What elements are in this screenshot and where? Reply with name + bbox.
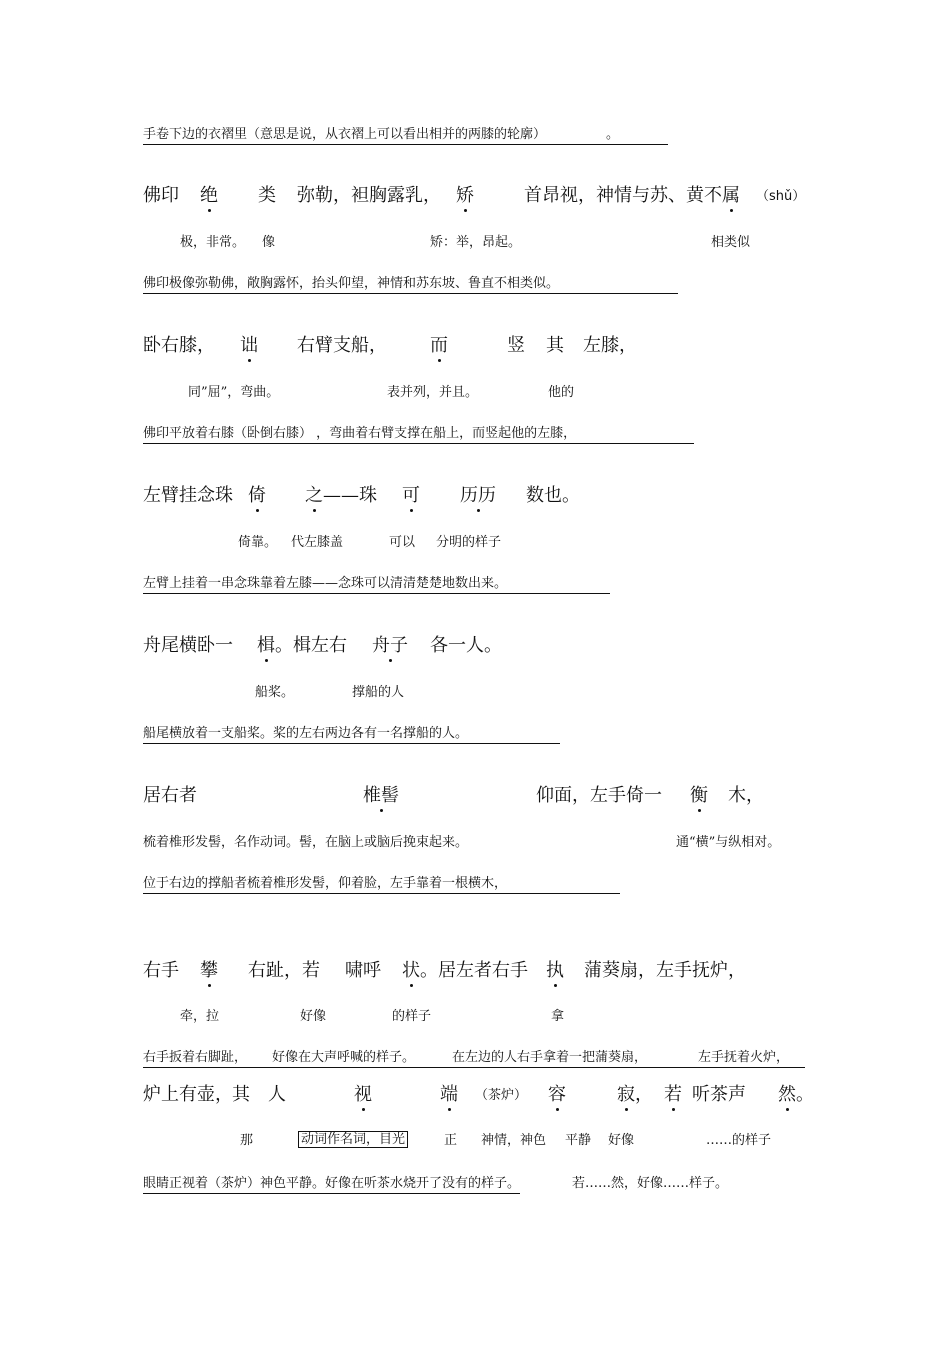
s6-note-2: 好像 bbox=[300, 1009, 327, 1024]
s5-note-1: 梳着椎形发髻，名作动词。髻，在脑上或脑后挽束起来。 bbox=[143, 835, 469, 850]
s7-translation-main: 眼睛正视着（茶炉）神色平静。好像在听茶水烧开了没有的样子。 bbox=[143, 1177, 520, 1194]
s7-keyword-duan: 端 bbox=[440, 1084, 458, 1105]
intro-end: 。 bbox=[606, 127, 620, 142]
s6-note-4: 拿 bbox=[551, 1009, 565, 1024]
s5-keyword-heng: 衡 bbox=[690, 785, 708, 806]
s7-text-a: 炉上有壶， bbox=[143, 1084, 233, 1105]
s3-keyword-yi: 倚 bbox=[248, 485, 266, 506]
s1-keyword-jue: 绝 bbox=[200, 185, 218, 206]
s3-note-3: 可以 bbox=[389, 535, 416, 550]
s7-text-k: 听茶声 bbox=[692, 1084, 746, 1105]
s2-keyword-er: 而 bbox=[430, 335, 448, 356]
s4-keyword-zhouzi: 舟子 bbox=[372, 635, 408, 656]
s2-note-2: 表并列，并且。 bbox=[387, 385, 479, 400]
s7-text-m: 。 bbox=[796, 1084, 814, 1105]
s1-text-a: 佛印 bbox=[143, 185, 179, 206]
s3-note-1: 倚靠。 bbox=[238, 535, 278, 550]
s7-text-f: （茶炉） bbox=[475, 1088, 528, 1103]
s6-translation-3: 在左边的人右手拿着一把蒲葵扇， bbox=[452, 1050, 648, 1065]
s4-translation: 船尾横放着一支船桨。桨的左右两边各有一名撑船的人。 bbox=[143, 727, 560, 744]
s5-translation: 位于右边的撑船者梳着椎形发髻，仰着脸，左手靠着一根横木， bbox=[143, 877, 620, 894]
s1-text-c: 类 bbox=[258, 185, 276, 206]
s7-keyword-ruo: 若 bbox=[664, 1084, 682, 1105]
s7-keyword-ji: 寂 bbox=[617, 1084, 635, 1105]
s7-keyword-rong: 容 bbox=[548, 1084, 566, 1105]
s3-keyword-lili: 历历 bbox=[460, 485, 496, 506]
s3-text-d: ——珠 bbox=[323, 485, 377, 506]
s1-note-3: 矫：举，昂起。 bbox=[430, 235, 522, 250]
s3-text-g: 数也。 bbox=[526, 485, 580, 506]
s7-note-5: 平静 bbox=[565, 1133, 592, 1148]
s7-keyword-ran: 然 bbox=[778, 1084, 796, 1105]
s1-pinyin: （shǔ） bbox=[756, 189, 806, 204]
s1-note-2: 像 bbox=[262, 235, 276, 250]
s4-note-1: 船桨。 bbox=[255, 685, 295, 700]
s4-text-a: 舟尾横卧一 bbox=[143, 635, 233, 656]
s2-translation: 佛印平放着右膝（卧倒右膝） ，弯曲着右臂支撑在船上，而竖起他的左膝， bbox=[143, 427, 694, 444]
s6-text-a: 右手 bbox=[143, 960, 179, 981]
s1-keyword-shu: 属 bbox=[722, 185, 740, 206]
s6-keyword-zhi: 执 bbox=[546, 960, 564, 981]
s2-text-c: 右臂支船， bbox=[297, 335, 387, 356]
s6-note-3: 的样子 bbox=[392, 1009, 432, 1024]
s6-keyword-pan: 攀 bbox=[200, 960, 218, 981]
s2-note-3: 他的 bbox=[548, 385, 575, 400]
s5-text-c: 仰面，左手倚一 bbox=[536, 785, 662, 806]
s4-text-c: 。楫左右 bbox=[275, 635, 347, 656]
s6-keyword-zhuang: 状 bbox=[402, 960, 420, 981]
s7-note-6: 好像 bbox=[608, 1133, 635, 1148]
s1-note-4: 相类似 bbox=[711, 235, 751, 250]
s6-text-h: 蒲葵扇，左手抚炉， bbox=[584, 960, 746, 981]
s7-note-3: 正 bbox=[444, 1133, 458, 1148]
s5-keyword-zhuiji: 椎髻 bbox=[363, 785, 399, 806]
s4-note-2: 撑船的人 bbox=[352, 685, 405, 700]
s6-translation-2: 好像在大声呼喊的样子。 bbox=[272, 1050, 416, 1065]
s2-text-e: 竖 bbox=[507, 335, 525, 356]
s6-text-f: 。居左者右手 bbox=[420, 960, 528, 981]
s1-text-f: 首昂视，神情与苏、黄不 bbox=[524, 185, 722, 206]
s2-note-1: 同”屈”，弯曲。 bbox=[188, 385, 280, 400]
s4-text-e: 各一人。 bbox=[430, 635, 502, 656]
s5-note-2: 通“横”与纵相对。 bbox=[676, 835, 781, 850]
intro-text: 手卷下边的衣褶里（意思是说，从衣褶上可以看出相并的两膝的轮廓） bbox=[143, 127, 547, 142]
intro-translation bbox=[143, 128, 668, 145]
s3-text-a: 左臂挂念珠 bbox=[143, 485, 233, 506]
s7-text-b: 其 bbox=[232, 1084, 250, 1105]
s2-text-f: 其 bbox=[546, 335, 564, 356]
s6-translation-1: 右手扳着右脚趾， bbox=[143, 1050, 248, 1065]
s6-text-d: 啸呼 bbox=[345, 960, 381, 981]
s3-translation: 左臂上挂着一串念珠靠着左膝——念珠可以清清楚楚地数出来。 bbox=[143, 577, 610, 594]
s1-note-1: 极，非常。 bbox=[180, 235, 246, 250]
s6-text-c: 右趾，若 bbox=[248, 960, 320, 981]
s7-translation-end: 若……然，好像……样子。 bbox=[572, 1176, 729, 1191]
s6-note-1: 牵，拉 bbox=[180, 1009, 220, 1024]
s5-text-e: 木， bbox=[728, 785, 764, 806]
s4-keyword-ji: 楫 bbox=[257, 635, 275, 656]
s7-note-2-boxed: 动词作名词，目光 bbox=[298, 1131, 408, 1148]
s7-note-7: ……的样子 bbox=[706, 1133, 772, 1148]
s7-text-c: 人 bbox=[268, 1084, 286, 1105]
s1-text-d: 弥勒，袒胸露乳， bbox=[297, 185, 441, 206]
s3-keyword-zhi: 之 bbox=[305, 485, 323, 506]
s7-keyword-shi: 视 bbox=[354, 1084, 372, 1105]
s7-note-4: 神情，神色 bbox=[481, 1133, 547, 1148]
s7-text-i: ， bbox=[635, 1084, 653, 1105]
s2-text-g: 左膝， bbox=[583, 335, 637, 356]
s2-keyword-qu: 诎 bbox=[240, 335, 258, 356]
s2-text-a: 卧右膝， bbox=[143, 335, 215, 356]
s3-note-4: 分明的样子 bbox=[436, 535, 502, 550]
s3-keyword-ke: 可 bbox=[402, 485, 420, 506]
s3-note-2: 代左膝盖 bbox=[291, 535, 344, 550]
s5-text-a: 居右者 bbox=[143, 785, 197, 806]
s7-note-1: 那 bbox=[240, 1133, 254, 1148]
s6-translation-4: 左手抚着火炉， bbox=[698, 1050, 790, 1065]
s1-keyword-jiao: 矫 bbox=[456, 185, 474, 206]
s1-translation: 佛印极像弥勒佛，敞胸露怀，抬头仰望，神情和苏东坡、鲁直不相类似。 bbox=[143, 277, 678, 294]
